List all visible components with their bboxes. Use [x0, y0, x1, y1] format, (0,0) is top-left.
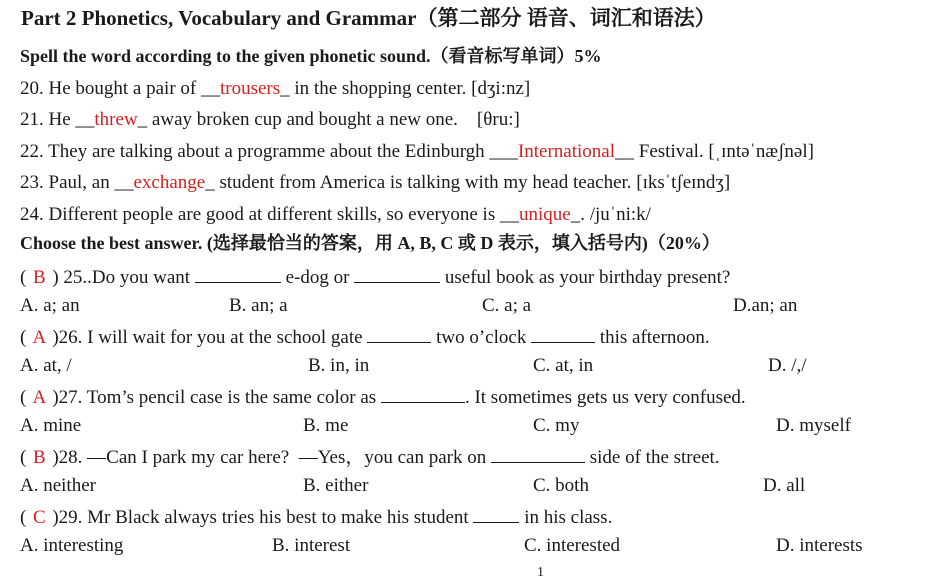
option-c: C. interested [524, 535, 621, 556]
option-a: A. mine [20, 415, 82, 436]
answer-blank [491, 444, 585, 463]
answer-blank [531, 324, 595, 343]
spelling-item-23: 23. Paul, an __exchange_ student from America is talking with my head teacher. [ɪksˈtʃeɪndʒ] [20, 172, 731, 193]
answer-blank [195, 264, 281, 283]
answer-trousers: trousers [219, 78, 281, 99]
answer-threw: threw [94, 109, 138, 130]
answer-international: International [517, 141, 616, 162]
answer-blank [473, 504, 519, 523]
question-28: ( B )28. —Can I park my car here? —Yes，you can park on side of the street. [20, 444, 720, 470]
answer-exchange: exchange [133, 172, 206, 193]
option-c: C. my [533, 415, 580, 436]
answer-letter: A [32, 387, 47, 408]
spelling-item-22: 22. They are talking about a programme about the Edinburgh ___International__ Festival. [ˌɪntəˈnæʃnəl] [20, 141, 814, 162]
option-d: D. all [763, 475, 806, 496]
option-a: A. neither [20, 475, 96, 496]
option-d: D. myself [776, 415, 851, 436]
answer-letter: C [32, 507, 46, 528]
option-d: D.an; an [733, 295, 798, 316]
answer-blank [367, 324, 431, 343]
answer-blank [354, 264, 440, 283]
option-b: B. either [303, 475, 369, 496]
section-heading-choice: Choose the best answer. (选择最恰当的答案，用 A, B, C 或 D 表示，填入括号内)（20%） [20, 233, 720, 253]
option-c: C. a; a [482, 295, 532, 316]
part-title: Part 2 Phonetics, Vocabulary and Grammar（第二部分 语音、词汇和语法） [21, 6, 716, 30]
question-29: ( C )29. Mr Black always tries his best to make his student in his class. [20, 504, 612, 530]
option-a: A. interesting [20, 535, 124, 556]
option-c: C. at, in [533, 355, 594, 376]
page-number: 1 [537, 565, 544, 580]
option-c: C. both [533, 475, 589, 496]
answer-blank [381, 384, 465, 403]
option-d: D. interests [776, 535, 863, 556]
question-26: ( A )26. I will wait for you at the school gate two o’clock this afternoon. [20, 324, 710, 350]
section-heading-spelling: Spell the word according to the given phonetic sound.（看音标写单词）5% [20, 46, 602, 66]
option-a: A. a; an [20, 295, 80, 316]
question-27: ( A )27. Tom’s pencil case is the same color as . It sometimes gets us very confused. [20, 384, 746, 410]
answer-letter: B [32, 267, 46, 288]
spelling-item-21: 21. He __threw_ away broken cup and bought a new one. [θru:] [20, 109, 520, 130]
option-b: B. interest [272, 535, 351, 556]
option-b: B. in, in [308, 355, 370, 376]
option-b: B. me [303, 415, 349, 436]
option-d: D. /,/ [768, 355, 807, 376]
spelling-item-20: 20. He bought a pair of __trousers_ in the shopping center. [dʒi:nz] [20, 78, 531, 99]
answer-letter: B [32, 447, 46, 468]
option-a: A. at, / [20, 355, 72, 376]
answer-letter: A [32, 327, 47, 348]
option-b: B. an; a [229, 295, 288, 316]
spelling-item-24: 24. Different people are good at different skills, so everyone is __unique_. /juˈni:k/ [20, 204, 651, 225]
answer-unique: unique [518, 204, 571, 225]
question-25: ( B ) 25..Do you want e-dog or useful book as your birthday present? [20, 264, 730, 290]
